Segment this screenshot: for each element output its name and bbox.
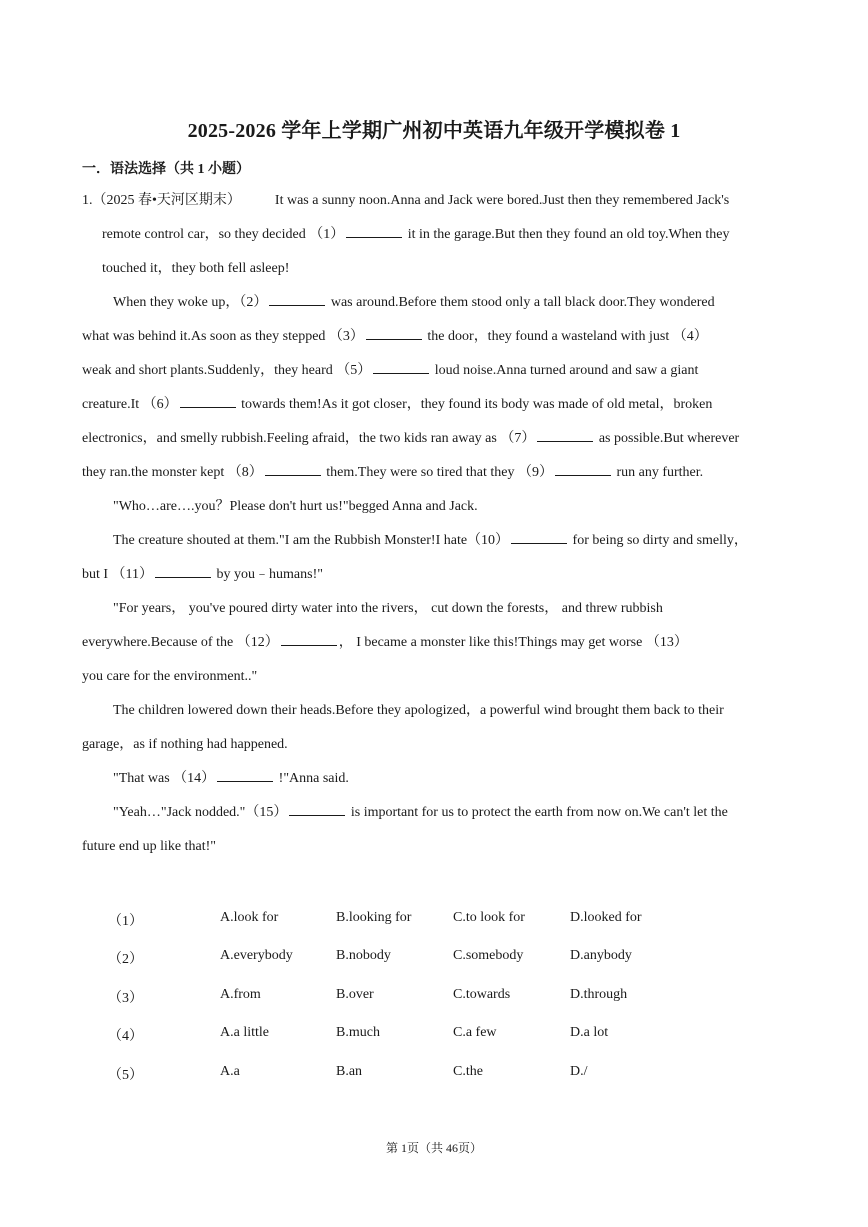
passage-line: they ran.the monster kept （8） them.They were so tired that they （9） run any further.: [82, 456, 703, 490]
passage-line: The creature shouted at them."I am the Rubbish Monster!I hate（10） for being so dirty and smelly，: [113, 524, 748, 558]
blank-8[interactable]: [265, 461, 321, 476]
blank-5[interactable]: [373, 359, 429, 374]
passage-line: "Yeah…"Jack nodded."（15） is important for us to protect the earth from now on.We can't let the: [113, 796, 728, 830]
question-source: （2025 春•天河区期末）: [92, 193, 241, 208]
passage-line: "For years， you've poured dirty water into the rivers， cut down the forests， and threw rubbish: [113, 601, 663, 616]
blank-10[interactable]: [511, 529, 567, 544]
section-heading: 一．语法选择（共 1 小题）: [82, 162, 250, 177]
passage-line: touched it，they both fell asleep!: [102, 261, 290, 276]
blank-9[interactable]: [555, 461, 611, 476]
blank-1[interactable]: [346, 223, 402, 238]
passage-line: creature.It （6） towards them!As it got closer，they found its body was made of old metal，broken: [82, 388, 712, 422]
passage-line: what was behind it.As soon as they stepped （3） the door，they found a wasteland with just （4）: [82, 320, 708, 354]
question-passage: [82, 184, 786, 884]
passage-line: you care for the environment..": [82, 669, 258, 684]
passage-line: future end up like that!": [82, 839, 217, 854]
blank-7[interactable]: [537, 427, 593, 442]
blank-14[interactable]: [217, 767, 273, 782]
passage-line: weak and short plants.Suddenly，they heard （5） loud noise.Anna turned around and saw a giant: [82, 354, 698, 388]
blank-11[interactable]: [155, 563, 211, 578]
passage-line: everywhere.Because of the （12） ， I became a monster like this!Things may get worse （13）: [82, 626, 688, 660]
passage-line: "Who…are….you？Please don't hurt us!"begged Anna and Jack.: [113, 499, 478, 514]
blank-3[interactable]: [366, 325, 422, 340]
blank-2[interactable]: [269, 291, 325, 306]
blank-15[interactable]: [289, 801, 345, 816]
page-footer: 第 1页（共 46页）: [385, 1141, 482, 1155]
blank-12[interactable]: [281, 631, 337, 646]
passage-line: but I （11） by you﹣humans!": [82, 558, 323, 592]
passage-line: 1.（2025 春•天河区期末） It was a sunny noon.Anna and Jack were bored.Just then they remembered Jack's: [82, 193, 730, 208]
passage-line: The children lowered down their heads.Before they apologized，a powerful wind brought them back to their: [113, 703, 724, 718]
passage-line: garage，as if nothing had happened.: [82, 737, 288, 752]
blank-6[interactable]: [180, 393, 236, 408]
passage-line: remote control car，so they decided （1） it in the garage.But then they found an old toy.When they: [102, 218, 730, 252]
page-title: 2025-2026 学年上学期广州初中英语九年级开学模拟卷 1: [187, 120, 681, 142]
passage-line: electronics，and smelly rubbish.Feeling afraid，the two kids ran away as （7） as possible.But wherever: [82, 422, 739, 456]
question-number: 1.: [82, 193, 93, 208]
passage-line: When they woke up，（2） was around.Before them stood only a tall black door.They wondered: [113, 286, 715, 320]
passage-line: "That was （14） !"Anna said.: [113, 762, 349, 796]
